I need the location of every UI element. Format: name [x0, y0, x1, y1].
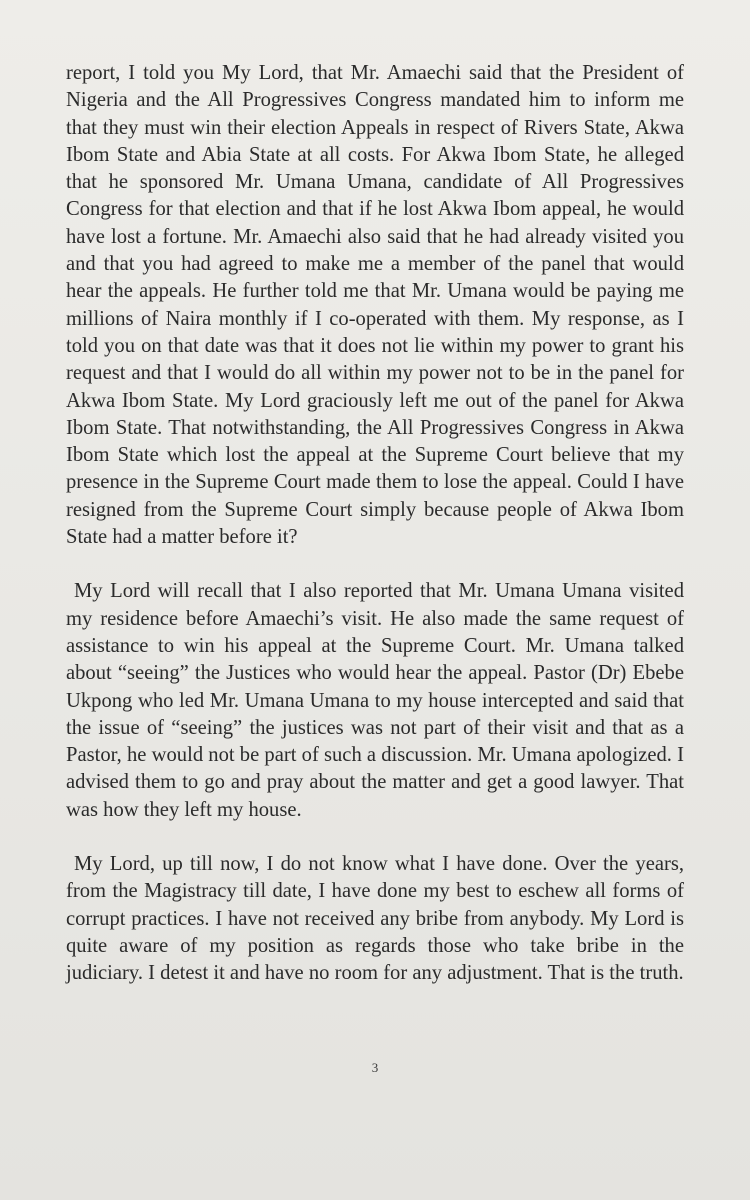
- paragraph-umana-visit: My Lord will recall that I also reported that Mr. Umana Umana visited my residence before Amaechi’s visit. He also made the same request of assistance to win his appeal at the Supreme Court. Mr. Umana talked about “seeing” the Justices who would hear the appeal. Pastor (Dr) Ebebe Ukpong who led Mr. Umana Umana to my house intercepted and said that the issue of “seeing” the justices was not part of their visit and that as a Pastor, he would not be part of such a discussion. Mr. Umana apologized. I advised them to go and pray about the matter and get a good lawyer. That was how they left my house.: [66, 580, 684, 821]
- paragraph-continuation: report, I told you My Lord, that Mr. Amaechi said that the President of Nigeria and the All Progressives Congress mandated him to inform me that they must win their election Appeals in respect of Rivers State, Akwa Ibom State and Abia State at all costs. For Akwa Ibom State, he alleged that he sponsored Mr. Umana Umana, candidate of All Progressives Congress for that election and that if he lost Akwa Ibom appeal, he would have lost a fortune. Mr. Amaechi also said that he had already visited you and that you had agreed to make me a member of the panel that would hear the appeals. He further told me that Mr. Umana would be paying me millions of Naira monthly if I co-operated with them. My response, as I told you on that date was that it does not lie within my power to grant his request and that I would do all within my power not to be in the panel for Akwa Ibom State. My Lord graciously left me out of the panel for Akwa Ibom State. That notwithstanding, the All Progressives Congress in Akwa Ibom State which lost the appeal at the Supreme Court believe that my presence in the Supreme Court made them to lose the appeal. Could I have resigned from the Supreme Court simply because people of Akwa Ibom State had a matter before it?: [66, 62, 684, 549]
- page-number: 3: [371, 1060, 379, 1075]
- paragraph-conclusion: My Lord, up till now, I do not know what I have done. Over the years, from the Magistracy till date, I have done my best to eschew all forms of corrupt practices. I have not received any bribe from anybody. My Lord is quite aware of my position as regards those who take bribe in the judiciary. I detest it and have no room for any adjustment. That is the truth.: [66, 853, 684, 985]
